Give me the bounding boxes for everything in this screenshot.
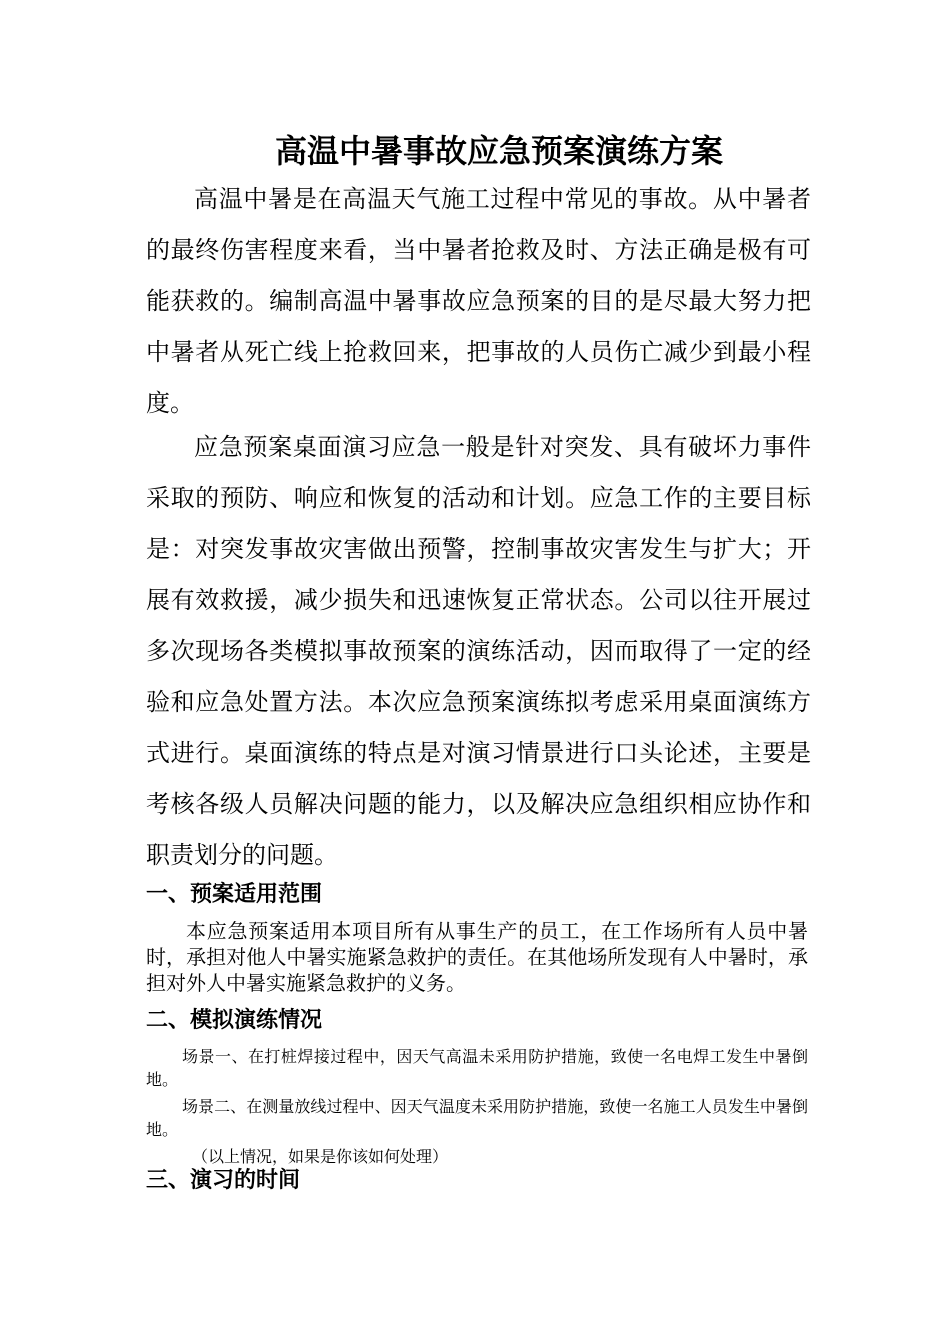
scenario-item: 场景二、在测量放线过程中、因天气温度未采用防护措施，致使一名施工人员发生中暑倒地。 (146, 1097, 808, 1139)
document-title: 高温中暑事故应急预案演练方案 (274, 132, 723, 170)
section-heading-drill-scenarios: 二、模拟演练情况 (146, 1008, 323, 1033)
intro-paragraph: 高温中暑是在高温天气施工过程中常见的事故。从中暑者的最终伤害程度来看，当中暑者抢救及时、方法正确是极有可能获救的。编制高温中暑事故应急预案的目的是尽最大努力把中暑者从死亡线上抢救回来，把事故的人员伤亡减少到最小程度。 (146, 185, 811, 417)
section-heading-scope: 一、预案适用范围 (146, 882, 323, 907)
intro-paragraph: 应急预案桌面演习应急一般是针对突发、具有破坏力事件采取的预防、响应和恢复的活动和计划。应急工作的主要目标是：对突发事故灾害做出预警，控制事故灾害发生与扩大；开展有效救援，减少损失和迅速恢复正常状态。公司以往开展过多次现场各类模拟事故预案的演练活动，因而取得了一定的经验和应急处置方法。本次应急预案演练拟考虑采用桌面演练方式进行。桌面演练的特点是对演习情景进行口头论述，主要是考核各级人员解决问题的能力，以及解决应急组织相应协作和职责划分的问题。 (146, 433, 811, 869)
section-heading-drill-time: 三、演习的时间 (146, 1168, 301, 1193)
scope-paragraph: 本应急预案适用本项目所有从事生产的员工，在工作场所有人员中暑时，承担对他人中暑实施紧急救护的责任。在其他场所发现有人中暑时，承担对外人中暑实施紧急救护的义务。 (146, 919, 808, 995)
scenario-item: 场景一、在打桩焊接过程中，因天气高温未采用防护措施，致使一名电焊工发生中暑倒地。 (146, 1047, 808, 1089)
scenario-note: （以上情况，如果是你该如何处理） (192, 1147, 449, 1166)
